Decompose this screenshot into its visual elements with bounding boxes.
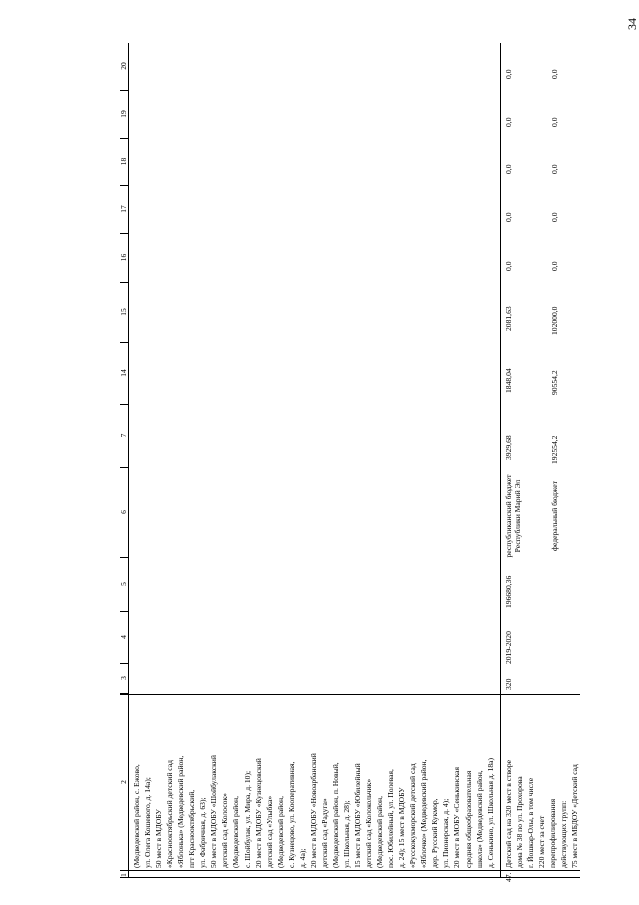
continued-description-line: школа» (Медведевский район, xyxy=(474,770,484,868)
continued-description-line: ул. Олега Кошевого, д. 14а); xyxy=(143,777,153,868)
continued-description-line: (Медведевский район, xyxy=(275,796,285,868)
continued-description-line: 20 мест в МДОБУ «Новоарбанский xyxy=(308,753,318,868)
federal-col16: 0,0 xyxy=(550,261,559,271)
continued-description-line: «Русскокукморский детский сад xyxy=(408,763,418,868)
continued-description-line: (Медведевский район, xyxy=(231,796,241,868)
federal-col19: 0,0 xyxy=(550,117,559,127)
continued-description-line: (Медведевский район, с. Ежово, xyxy=(132,764,141,868)
continued-description-line: 20 мест в МДОБУ «Кузнецовский xyxy=(253,758,263,868)
continued-description-line: с. Кузнецово, ул. Кооперативная, xyxy=(286,761,296,868)
federal-col20: 0,0 xyxy=(550,69,559,79)
federal-col7: 192554,2 xyxy=(550,435,559,464)
row-47-description-line: 220 мест за счет xyxy=(537,815,547,868)
republic-col16: 0,0 xyxy=(504,261,513,271)
republic-col7: 3929,68 xyxy=(504,435,513,460)
federal-col15: 102000,0 xyxy=(550,306,559,335)
republic-col14: 1848,04 xyxy=(504,368,513,393)
header-col-4: 4 xyxy=(120,611,128,664)
row-47-description-line: Детский сад на 320 мест в створе xyxy=(504,760,513,868)
continued-description-line: «Яблонька» (Медведевский район, xyxy=(176,755,186,868)
continued-description-line: средняя общеобразовательная xyxy=(463,770,473,868)
continued-description-line: 50 мест в МДОБУ «Шойбулакский xyxy=(209,755,219,868)
republic-col15: 2081,63 xyxy=(504,306,513,331)
continued-description-line: д. 4а); xyxy=(297,848,307,868)
continued-description-line: д. Сенькино, ул. Школьная д. 18а) xyxy=(485,757,495,868)
republic-col18: 0,0 xyxy=(504,164,513,174)
continued-description-line: детский сад «Радуга» xyxy=(319,798,329,868)
col-divider xyxy=(120,870,580,871)
continued-description-line: 50 мест в МДОБУ xyxy=(154,809,164,868)
continued-description-line: «Краснооктябрьский детский сад xyxy=(165,760,175,868)
row-47-description-line: дома № 38 по ул. Прохорова xyxy=(515,776,525,868)
continued-description-line: пос. Юбилейный, ул. Полевая, xyxy=(386,769,396,868)
row-47-number: 47. xyxy=(504,872,513,882)
col-divider xyxy=(120,694,580,695)
row-47-description-line: перепрофилирования xyxy=(548,798,558,868)
header-col-2: 2 xyxy=(120,694,128,871)
row-separator xyxy=(500,43,501,878)
continued-description-line: (Медведевский район, п. Новый, xyxy=(330,762,340,868)
header-col-20: 20 xyxy=(120,42,128,91)
header-col-15: 15 xyxy=(120,282,128,343)
row-47-col5: 196680,36 xyxy=(504,575,513,608)
continued-description-line: ул. Фабричная, д. 63); xyxy=(198,797,208,868)
continued-description-line: детский сад «Колосок» xyxy=(220,793,230,868)
header-col-19: 19 xyxy=(120,90,128,139)
continued-description-line: ул. Школьная, д. 28); xyxy=(341,800,351,868)
republic-col19: 0,0 xyxy=(504,117,513,127)
row-47-col4: 2019-2020 xyxy=(504,631,513,664)
header-col-18: 18 xyxy=(120,138,128,186)
continued-description-line: (Медведевский район, xyxy=(375,796,385,868)
header-col-17: 17 xyxy=(120,185,128,234)
continued-description-line: дер. Русский Кукмор, xyxy=(430,798,440,868)
header-col-6: 6 xyxy=(120,467,128,558)
header-col-14: 14 xyxy=(120,342,128,405)
header-col-3: 3 xyxy=(120,663,128,694)
republic-col17: 0,0 xyxy=(504,212,513,222)
rotated-table xyxy=(119,43,580,882)
continued-description-line: детский сад «Улыбка» xyxy=(264,795,274,868)
header-col-5: 5 xyxy=(120,557,128,612)
header-col-1: 1 xyxy=(119,873,128,877)
continued-description-line: 15 мест в МДОБУ «Юбилейный xyxy=(353,763,362,868)
page-number: 34 xyxy=(625,18,639,30)
header-col-7: 7 xyxy=(120,404,128,468)
continued-description-line: детский сад «Колокольчик» xyxy=(364,778,374,868)
federal-col17: 0,0 xyxy=(550,212,559,222)
federal-col18: 0,0 xyxy=(550,164,559,174)
row-47-description-line: 75 мест в МБДОУ «Детский сад xyxy=(570,764,580,868)
row-47-description-line: г. Йошкар-Олы, в том числе xyxy=(526,777,536,868)
federal-col14: 90554,2 xyxy=(550,370,559,395)
continued-description-line: «Яблочко» (Медведевский район, xyxy=(419,759,429,868)
row-47-description-line: действующих групп: xyxy=(559,800,569,868)
continued-description-line: с. Шойбулак, ул. Мира, д. 10); xyxy=(242,770,252,868)
continued-description-line: ул. Пионерская, д. 4); xyxy=(441,798,451,868)
continued-description-line: 20 мест в МОБУ «Сенькинская xyxy=(452,766,462,868)
republic-col20: 0,0 xyxy=(504,69,513,79)
continued-description-line: д. 24); 15 мест в МДОБУ xyxy=(397,787,407,868)
funding-source-republic: республиканский бюджет Республики Марий Эл xyxy=(504,474,523,558)
header-col-16: 16 xyxy=(120,233,128,283)
continued-description-line: пгт Краснооктябрьский, xyxy=(187,789,197,868)
funding-source-federal: федеральный бюджет xyxy=(550,481,559,551)
row-47-col3: 320 xyxy=(504,678,513,690)
